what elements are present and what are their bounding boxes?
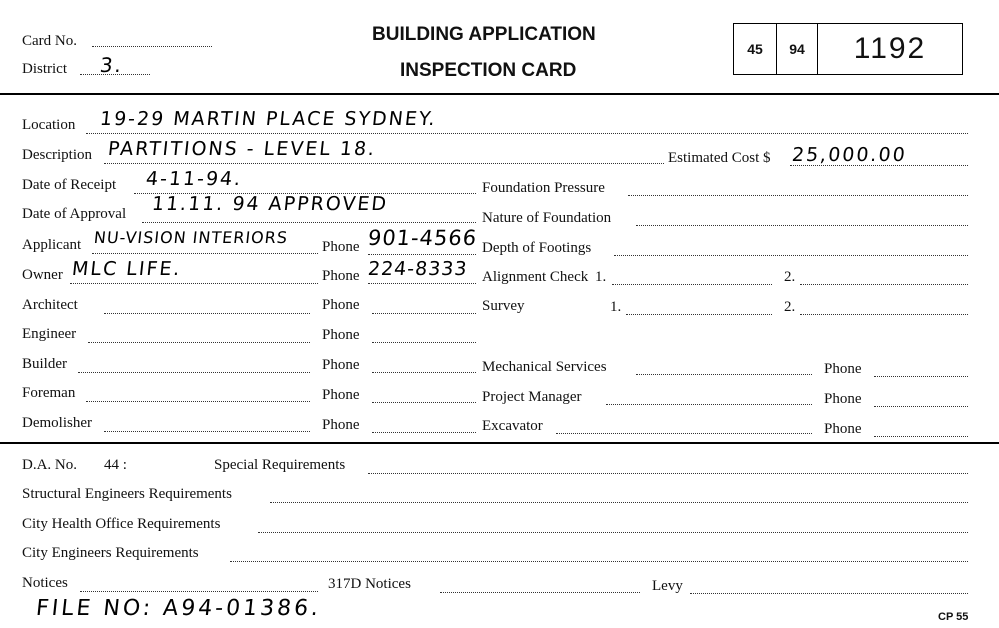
card-no-line	[92, 46, 212, 47]
title-line2: INSPECTION CARD	[400, 60, 577, 81]
description-line	[104, 163, 664, 164]
box-number: 1192	[853, 32, 927, 65]
foundation-pressure-line	[628, 195, 968, 196]
date-of-receipt-label: Date of Receipt	[22, 177, 117, 193]
date-of-receipt-value: 4-11-94.	[144, 168, 244, 190]
applicant-phone-value: 901-4566	[366, 226, 479, 250]
demolisher-label: Demolisher	[22, 415, 92, 431]
applicant-phone-label: Phone	[322, 239, 360, 255]
survey-2-line	[800, 314, 968, 315]
architect-phone-line	[372, 313, 476, 314]
description-value: PARTITIONS - LEVEL 18.	[106, 138, 378, 160]
alignment-check-1: 1.	[595, 269, 607, 285]
file-no-value: FILE NO: A94-01386.	[34, 596, 323, 621]
foreman-phone-line	[372, 402, 476, 403]
survey-1-line	[626, 314, 772, 315]
da-no-value: 44 :	[104, 457, 127, 473]
box-year-a: 45	[734, 24, 777, 74]
structural-line	[270, 502, 968, 503]
notices-317d-label: 317D Notices	[328, 576, 411, 592]
special-requirements-label: Special Requirements	[214, 457, 346, 473]
nature-of-foundation-line	[636, 225, 968, 226]
special-requirements-line	[368, 473, 968, 474]
engineer-line	[88, 342, 310, 343]
foreman-phone-label: Phone	[322, 387, 360, 403]
cp-code: CP 55	[938, 611, 969, 623]
architect-line	[104, 313, 310, 314]
foundation-pressure-label: Foundation Pressure	[482, 180, 605, 196]
applicant-label: Applicant	[22, 237, 82, 253]
da-no-label: D.A. No.	[22, 457, 77, 473]
survey-1: 1.	[610, 299, 622, 315]
notices-317d-line	[440, 592, 640, 593]
alignment-check-2-line	[800, 284, 968, 285]
project-manager-phone-label: Phone	[824, 391, 862, 407]
project-manager-line	[606, 404, 812, 405]
location-line	[86, 133, 968, 134]
estimated-cost-label: Estimated Cost $	[668, 150, 771, 166]
date-of-approval-line	[142, 222, 476, 223]
applicant-phone-line	[368, 254, 476, 255]
applicant-line	[92, 253, 318, 254]
location-label: Location	[22, 117, 76, 133]
owner-phone-line	[368, 283, 476, 284]
city-engineers-line	[230, 561, 968, 562]
alignment-check-label: Alignment Check	[482, 269, 589, 285]
owner-value: MLC LIFE.	[70, 258, 183, 280]
alignment-check-1-line	[612, 284, 772, 285]
mechanical-services-label: Mechanical Services	[482, 359, 607, 375]
demolisher-line	[104, 431, 310, 432]
levy-line	[690, 593, 968, 594]
box-year-b: 94	[777, 24, 818, 74]
estimated-cost-value: 25,000.00	[790, 144, 908, 166]
project-manager-phone-line	[874, 406, 968, 407]
description-label: Description	[22, 147, 92, 163]
foreman-line	[86, 401, 310, 402]
title-line1: BUILDING APPLICATION	[372, 24, 596, 45]
depth-of-footings-label: Depth of Footings	[482, 240, 592, 256]
project-manager-label: Project Manager	[482, 389, 582, 405]
demolisher-phone-label: Phone	[322, 417, 360, 433]
card-number-box	[733, 23, 963, 75]
alignment-check-2: 2.	[784, 269, 796, 285]
structural-label: Structural Engineers Requirements	[22, 486, 232, 502]
survey-2: 2.	[784, 299, 796, 315]
levy-label: Levy	[652, 578, 683, 594]
excavator-phone-line	[874, 436, 968, 437]
owner-phone-label: Phone	[322, 268, 360, 284]
architect-label: Architect	[22, 297, 78, 313]
architect-phone-label: Phone	[322, 297, 360, 313]
middle-rule	[0, 442, 999, 444]
builder-line	[78, 372, 310, 373]
date-of-approval-value: 11.11. 94 APPROVED	[150, 193, 390, 215]
district-value: 3.	[98, 53, 125, 77]
builder-label: Builder	[22, 356, 67, 372]
city-engineers-label: City Engineers Requirements	[22, 545, 199, 561]
excavator-line	[556, 433, 812, 434]
mechanical-services-line	[636, 374, 812, 375]
location-value: 19-29 MARTIN PLACE SYDNEY.	[98, 108, 438, 130]
engineer-phone-line	[372, 342, 476, 343]
owner-label: Owner	[22, 267, 63, 283]
owner-line	[70, 283, 318, 284]
card-no-label: Card No.	[22, 33, 77, 49]
city-health-label: City Health Office Requirements	[22, 516, 221, 532]
demolisher-phone-line	[372, 432, 476, 433]
city-health-line	[258, 532, 968, 533]
mechanical-services-phone-label: Phone	[824, 361, 862, 377]
excavator-label: Excavator	[482, 418, 543, 434]
mechanical-services-phone-line	[874, 376, 968, 377]
date-of-approval-label: Date of Approval	[22, 206, 127, 222]
excavator-phone-label: Phone	[824, 421, 862, 437]
survey-label: Survey	[482, 298, 525, 314]
engineer-label: Engineer	[22, 326, 77, 342]
depth-of-footings-line	[614, 255, 968, 256]
engineer-phone-label: Phone	[322, 327, 360, 343]
notices-line	[80, 591, 318, 592]
notices-label: Notices	[22, 575, 68, 591]
applicant-value: NU-VISION INTERIORS	[93, 228, 289, 247]
foreman-label: Foreman	[22, 385, 76, 401]
nature-of-foundation-label: Nature of Foundation	[482, 210, 612, 226]
owner-phone-value: 224-8333	[366, 258, 469, 280]
district-label: District	[22, 61, 67, 77]
header-rule	[0, 93, 999, 95]
builder-phone-line	[372, 372, 476, 373]
builder-phone-label: Phone	[322, 357, 360, 373]
